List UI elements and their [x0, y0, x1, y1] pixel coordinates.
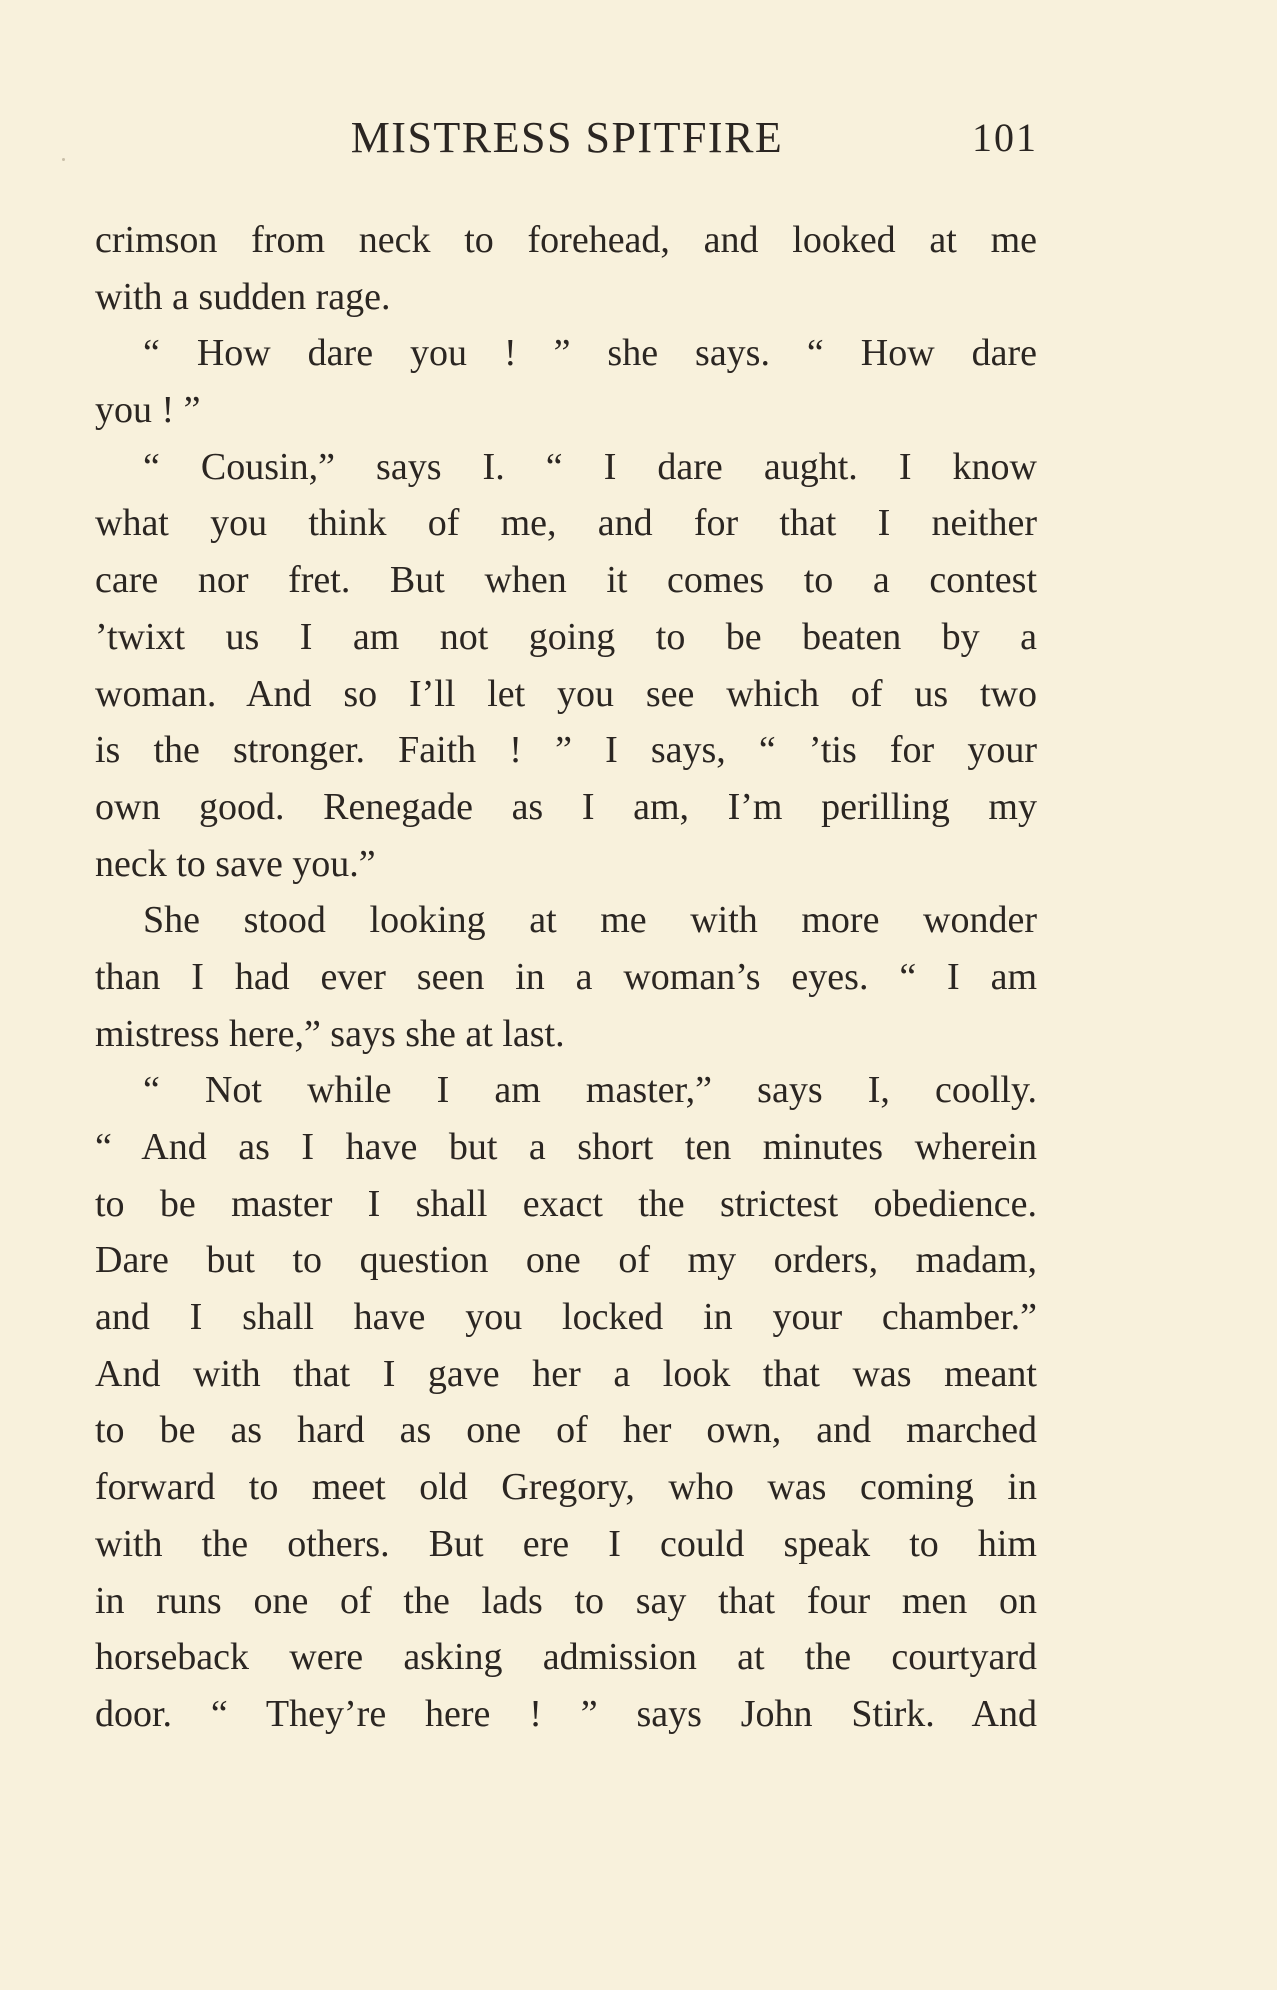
- text-line: with a sudden rage.: [95, 275, 391, 318]
- text-line: Dare but to question one of my orders, madam,: [95, 1239, 1037, 1282]
- text-line: “ Not while I am master,” says I, coolly.: [143, 1069, 1037, 1112]
- text-line: is the stronger. Faith ! ” I says, “ ’tis for your: [95, 729, 1037, 772]
- text-line: to be master I shall exact the strictest obedience.: [95, 1182, 1037, 1225]
- text-line: what you think of me, and for that I neither: [95, 502, 1037, 545]
- text-line: crimson from neck to forehead, and looked at me: [95, 219, 1037, 261]
- text-line: And with that I gave her a look that was meant: [95, 1352, 1037, 1395]
- text-line: and I shall have you locked in your chamber.”: [95, 1296, 1037, 1339]
- text-line: you ! ”: [95, 389, 201, 432]
- text-line: with the others. But ere I could speak to him: [95, 1522, 1037, 1565]
- text-line: own good. Renegade as I am, I’m perilling my: [95, 785, 1037, 828]
- text-line: door. “ They’re here ! ” says John Stirk. And: [95, 1692, 1037, 1735]
- text-line: forward to meet old Gregory, who was coming in: [95, 1466, 1037, 1509]
- page-number: 101: [972, 115, 1038, 160]
- text-line: in runs one of the lads to say that four men on: [95, 1579, 1037, 1622]
- text-line: care nor fret. But when it comes to a contest: [95, 559, 1037, 602]
- text-line: “ And as I have but a short ten minutes wherein: [95, 1126, 1037, 1168]
- text-line: woman. And so I’ll let you see which of us two: [95, 672, 1037, 715]
- text-line: than I had ever seen in a woman’s eyes. “ I am: [95, 955, 1037, 998]
- text-line: to be as hard as one of her own, and marched: [95, 1409, 1037, 1452]
- text-line: She stood looking at me with more wonder: [143, 899, 1037, 942]
- text-line: “ Cousin,” says I. “ I dare aught. I know: [143, 445, 1037, 488]
- text-line: ’twixt us I am not going to be beaten by a: [95, 615, 1037, 658]
- body-text: [95, 212, 1037, 1743]
- text-line: mistress here,” says she at last.: [95, 1012, 565, 1055]
- paper-speck: [62, 158, 65, 161]
- text-line: “ How dare you ! ” she says. “ How dare: [143, 332, 1037, 375]
- text-line: neck to save you.”: [95, 842, 376, 885]
- text-line: horseback were asking admission at the courtyard: [95, 1636, 1037, 1679]
- running-header: [96, 108, 1038, 168]
- running-title: MISTRESS SPITFIRE: [350, 113, 784, 162]
